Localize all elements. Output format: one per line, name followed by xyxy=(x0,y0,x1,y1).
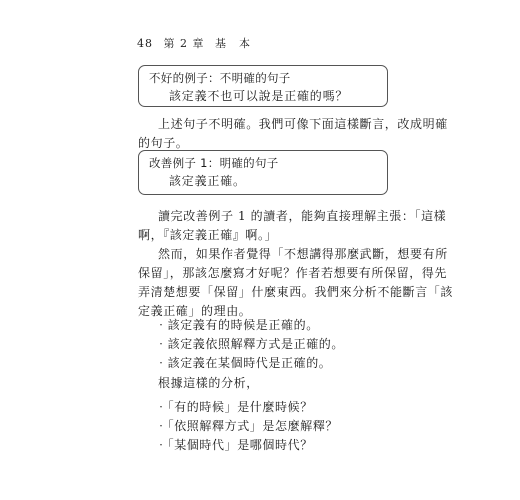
analysis-intro: 根據這樣的分析， xyxy=(158,376,259,390)
list-item: ‧「某個時代」是哪個時代？ xyxy=(155,438,313,452)
section-label: 基 本 xyxy=(215,37,251,50)
paragraph-line: 保留」，那該怎麼寫才好呢？作者若想要有所保留，得先 xyxy=(138,266,448,280)
questions-list xyxy=(155,398,338,455)
running-header xyxy=(137,35,257,51)
paragraph-line: 啊，『該定義正確』啊。」 xyxy=(138,228,278,242)
list-item: ‧「有的時候」是什麼時候？ xyxy=(155,400,313,414)
paragraph-line: 的句子。 xyxy=(138,136,189,150)
paragraph-line: 然而，如果作者覺得「不想講得那麼武斷，想要有所 xyxy=(158,247,448,261)
bad-example-title: 不好的例子：不明確的句子 xyxy=(149,71,291,85)
bad-example-box xyxy=(138,65,388,107)
reservation-paragraph xyxy=(138,245,454,321)
paragraph-line: 定義正確」的理由。 xyxy=(138,304,252,318)
list-item: ‧該定義依照解釋方式是正確的。 xyxy=(155,337,345,351)
bad-example-text: 該定義不也可以說是正確的嗎？ xyxy=(169,89,349,103)
paragraph-line: 上述句子不明確。我們可像下面這樣斷言，改成明確 xyxy=(158,117,448,131)
chapter-label: 第 2 章 xyxy=(163,37,205,50)
improved-example-box xyxy=(138,150,388,195)
reader-understanding-paragraph xyxy=(138,207,447,245)
improved-example-title: 改善例子 1：明確的句子 xyxy=(149,156,279,170)
list-item: ‧該定義有的時候是正確的。 xyxy=(155,318,319,332)
unclear-explanation-paragraph xyxy=(138,115,448,153)
paragraph-line: 讀完改善例子 1 的讀者，能夠直接理解主張：「這樣 xyxy=(158,209,447,223)
page-number: 48 xyxy=(137,37,153,50)
list-item: ‧該定義在某個時代是正確的。 xyxy=(155,356,332,370)
paragraph-line: 弄清楚想要「保留」什麼東西。我們來分析不能斷言「該 xyxy=(138,285,454,299)
list-item: ‧「依照解釋方式」是怎麼解釋？ xyxy=(155,419,339,433)
reasons-list xyxy=(155,316,344,373)
improved-example-text: 該定義正確。 xyxy=(169,174,246,188)
